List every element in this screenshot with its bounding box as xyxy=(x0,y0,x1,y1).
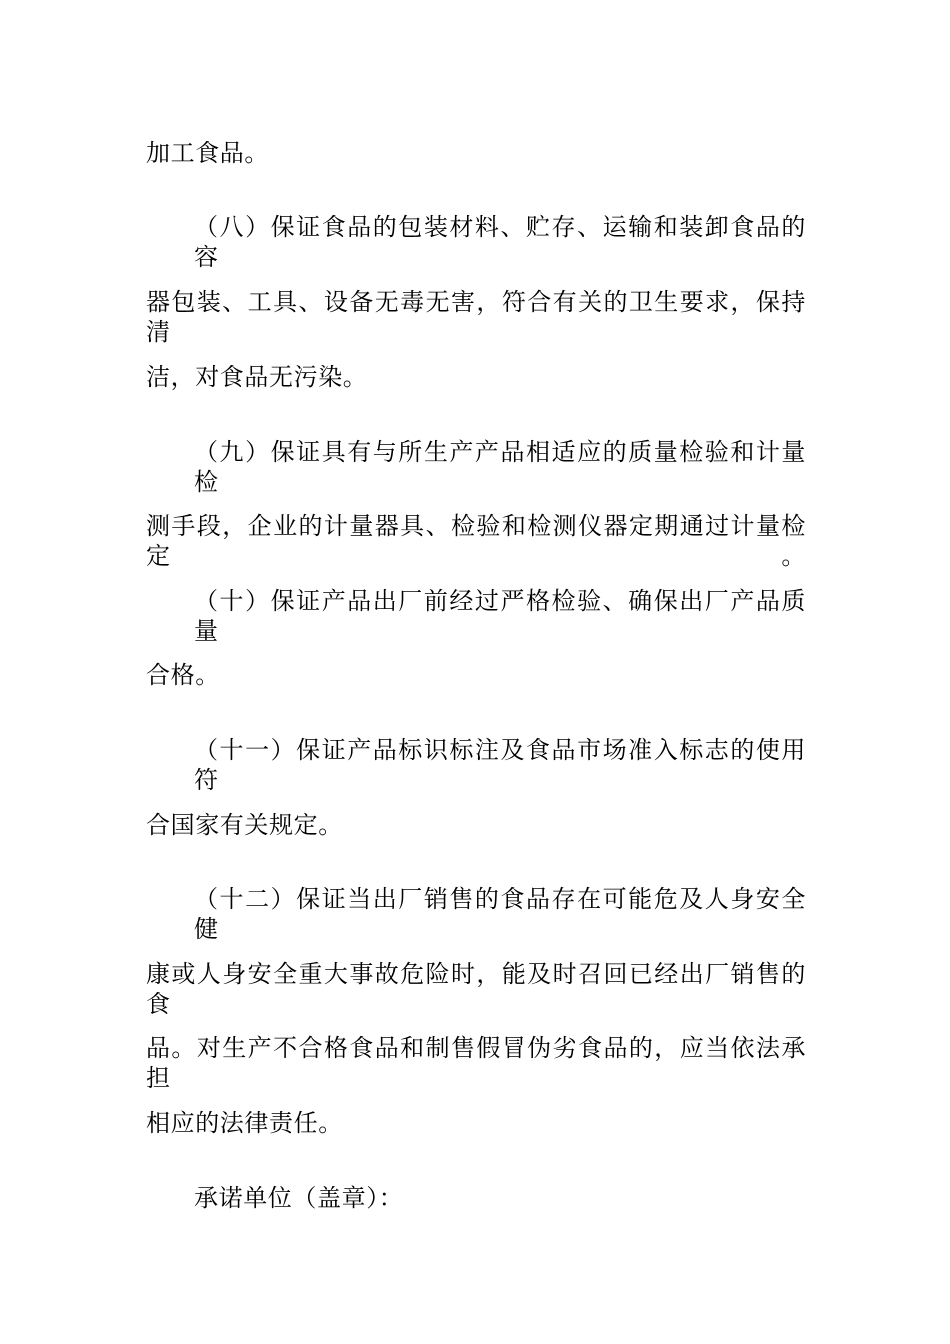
paragraph-8-line-1: （八）保证食品的包装材料、贮存、运输和装卸食品的容 xyxy=(194,213,806,271)
paragraph-8-line-3: 洁，对食品无污染。 xyxy=(146,363,368,391)
paragraph-12-line-4: 相应的法律责任。 xyxy=(146,1109,343,1137)
paragraph-12-line-3: 品。对生产不合格食品和制售假冒伪劣食品的，应当依法承担 xyxy=(146,1034,806,1092)
paragraph-11-line-1: （十一）保证产品标识标注及食品市场准入标志的使用符 xyxy=(194,736,806,794)
paragraph-9-line-1: （九）保证具有与所生产产品相适应的质量检验和计量检 xyxy=(194,438,806,496)
signature-label: 承诺单位（盖章）： xyxy=(194,1184,404,1212)
paragraph-7-line-1: 加工食品。 xyxy=(146,139,269,167)
paragraph-11-line-2: 合国家有关规定。 xyxy=(146,811,343,839)
paragraph-10-line-1: （十）保证产品出厂前经过严格检验、确保出厂产品质量 xyxy=(194,587,806,645)
paragraph-12-line-2: 康或人身安全重大事故危险时，能及时召回已经出厂销售的食 xyxy=(146,960,806,1018)
paragraph-8-line-2: 器包装、工具、设备无毒无害，符合有关的卫生要求，保持清 xyxy=(146,288,806,346)
paragraph-9-line-2: 测手段，企业的计量器具、检验和检测仪器定期通过计量检定。 xyxy=(146,512,806,570)
paragraph-10-line-2: 合格。 xyxy=(146,661,220,689)
paragraph-12-line-1: （十二）保证当出厂销售的食品存在可能危及人身安全健 xyxy=(194,885,806,943)
